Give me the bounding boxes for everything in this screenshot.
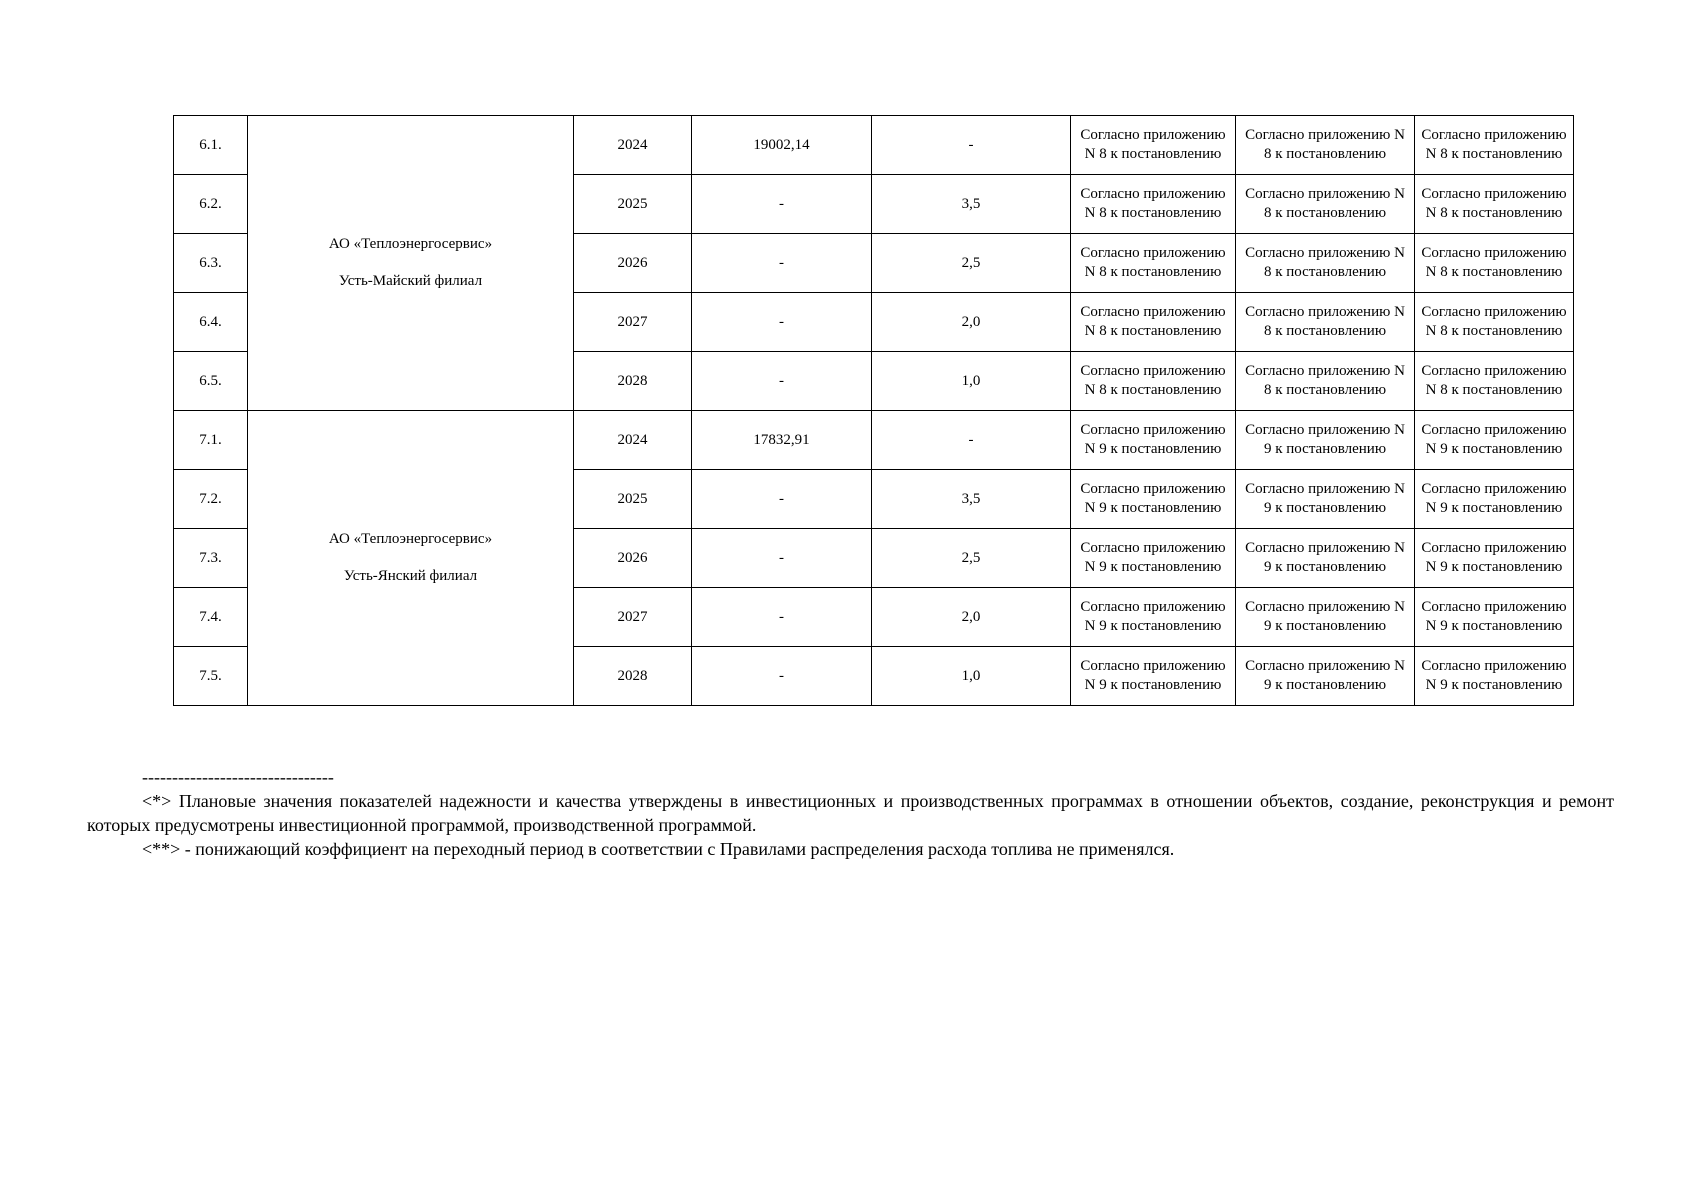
organization-cell xyxy=(248,116,574,411)
row-number: 6.5. xyxy=(174,352,248,411)
note-cell-1: Согласно приложению N 8 к постановлению xyxy=(1071,293,1236,352)
row-number: 6.3. xyxy=(174,234,248,293)
note-cell-2: Согласно приложению N 9 к постановлению xyxy=(1236,470,1415,529)
note-cell-2: Согласно приложению N 9 к постановлению xyxy=(1236,588,1415,647)
note-cell-3: Согласно приложению N 8 к постановлению xyxy=(1415,234,1574,293)
row-number: 6.4. xyxy=(174,293,248,352)
table-body xyxy=(174,116,1574,706)
note-cell-3: Согласно приложению N 9 к постановлению xyxy=(1415,588,1574,647)
note-cell-1: Согласно приложению N 9 к постановлению xyxy=(1071,647,1236,706)
value-cell: 19002,14 xyxy=(692,116,872,175)
note-cell-2: Согласно приложению N 8 к постановлению xyxy=(1236,352,1415,411)
value-cell: - xyxy=(692,470,872,529)
coefficient-cell: - xyxy=(872,411,1071,470)
coefficient-cell: 2,0 xyxy=(872,293,1071,352)
note-cell-1: Согласно приложению N 8 к постановлению xyxy=(1071,234,1236,293)
table-row xyxy=(174,411,1574,470)
value-cell: - xyxy=(692,234,872,293)
coefficient-cell: 1,0 xyxy=(872,352,1071,411)
value-cell: 17832,91 xyxy=(692,411,872,470)
year-cell: 2025 xyxy=(574,470,692,529)
note-cell-2: Согласно приложению N 8 к постановлению xyxy=(1236,293,1415,352)
year-cell: 2026 xyxy=(574,234,692,293)
coefficient-cell: 2,0 xyxy=(872,588,1071,647)
note-cell-1: Согласно приложению N 9 к постановлению xyxy=(1071,529,1236,588)
note-cell-1: Согласно приложению N 8 к постановлению xyxy=(1071,352,1236,411)
year-cell: 2024 xyxy=(574,411,692,470)
note-cell-3: Согласно приложению N 8 к постановлению xyxy=(1415,293,1574,352)
table-row xyxy=(174,116,1574,175)
row-number: 7.4. xyxy=(174,588,248,647)
note-cell-3: Согласно приложению N 8 к постановлению xyxy=(1415,175,1574,234)
coefficient-cell: 3,5 xyxy=(872,175,1071,234)
note-cell-3: Согласно приложению N 9 к постановлению xyxy=(1415,529,1574,588)
year-cell: 2027 xyxy=(574,588,692,647)
footnotes xyxy=(87,765,1614,861)
note-cell-1: Согласно приложению N 9 к постановлению xyxy=(1071,411,1236,470)
note-cell-1: Согласно приложению N 8 к постановлению xyxy=(1071,175,1236,234)
organization-name: АО «Теплоэнергосервис» xyxy=(328,236,493,252)
organization-branch: Усть-Майский филиал xyxy=(338,273,483,289)
footnote-2: <**> - понижающий коэффициент на переходный период в соответствии с Правилами распределения расхода топлива не применялся. xyxy=(142,839,1175,859)
organization-branch: Усть-Янский филиал xyxy=(343,568,478,584)
value-cell: - xyxy=(692,647,872,706)
note-cell-3: Согласно приложению N 8 к постановлению xyxy=(1415,116,1574,175)
footnote-1: <*> Плановые значения показателей надежности и качества утверждены в инвестиционных и производственных программах в отношении объектов, создание, реконструкция и ремонт которых предусмотрены инвестиционной программой, производственной программой. xyxy=(87,791,1614,835)
row-number: 6.2. xyxy=(174,175,248,234)
note-cell-2: Согласно приложению N 8 к постановлению xyxy=(1236,175,1415,234)
coefficient-cell: 2,5 xyxy=(872,529,1071,588)
footnote-separator: -------------------------------- xyxy=(142,767,334,787)
coefficient-cell: 1,0 xyxy=(872,647,1071,706)
year-cell: 2025 xyxy=(574,175,692,234)
row-number: 7.3. xyxy=(174,529,248,588)
value-cell: - xyxy=(692,175,872,234)
value-cell: - xyxy=(692,529,872,588)
coefficient-cell: 2,5 xyxy=(872,234,1071,293)
row-number: 7.1. xyxy=(174,411,248,470)
year-cell: 2028 xyxy=(574,647,692,706)
note-cell-2: Согласно приложению N 8 к постановлению xyxy=(1236,116,1415,175)
coefficient-cell: 3,5 xyxy=(872,470,1071,529)
note-cell-3: Согласно приложению N 9 к постановлению xyxy=(1415,647,1574,706)
note-cell-2: Согласно приложению N 9 к постановлению xyxy=(1236,411,1415,470)
note-cell-1: Согласно приложению N 8 к постановлению xyxy=(1071,116,1236,175)
year-cell: 2028 xyxy=(574,352,692,411)
organization-name: АО «Теплоэнергосервис» xyxy=(328,531,493,547)
value-cell: - xyxy=(692,293,872,352)
row-number: 6.1. xyxy=(174,116,248,175)
note-cell-3: Согласно приложению N 9 к постановлению xyxy=(1415,411,1574,470)
note-cell-2: Согласно приложению N 9 к постановлению xyxy=(1236,529,1415,588)
value-cell: - xyxy=(692,588,872,647)
row-number: 7.5. xyxy=(174,647,248,706)
coefficient-cell: - xyxy=(872,116,1071,175)
year-cell: 2027 xyxy=(574,293,692,352)
note-cell-2: Согласно приложению N 9 к постановлению xyxy=(1236,647,1415,706)
note-cell-2: Согласно приложению N 8 к постановлению xyxy=(1236,234,1415,293)
tariff-table xyxy=(173,115,1574,706)
year-cell: 2024 xyxy=(574,116,692,175)
row-number: 7.2. xyxy=(174,470,248,529)
note-cell-3: Согласно приложению N 9 к постановлению xyxy=(1415,470,1574,529)
organization-cell xyxy=(248,411,574,706)
note-cell-1: Согласно приложению N 9 к постановлению xyxy=(1071,470,1236,529)
year-cell: 2026 xyxy=(574,529,692,588)
note-cell-1: Согласно приложению N 9 к постановлению xyxy=(1071,588,1236,647)
value-cell: - xyxy=(692,352,872,411)
note-cell-3: Согласно приложению N 8 к постановлению xyxy=(1415,352,1574,411)
